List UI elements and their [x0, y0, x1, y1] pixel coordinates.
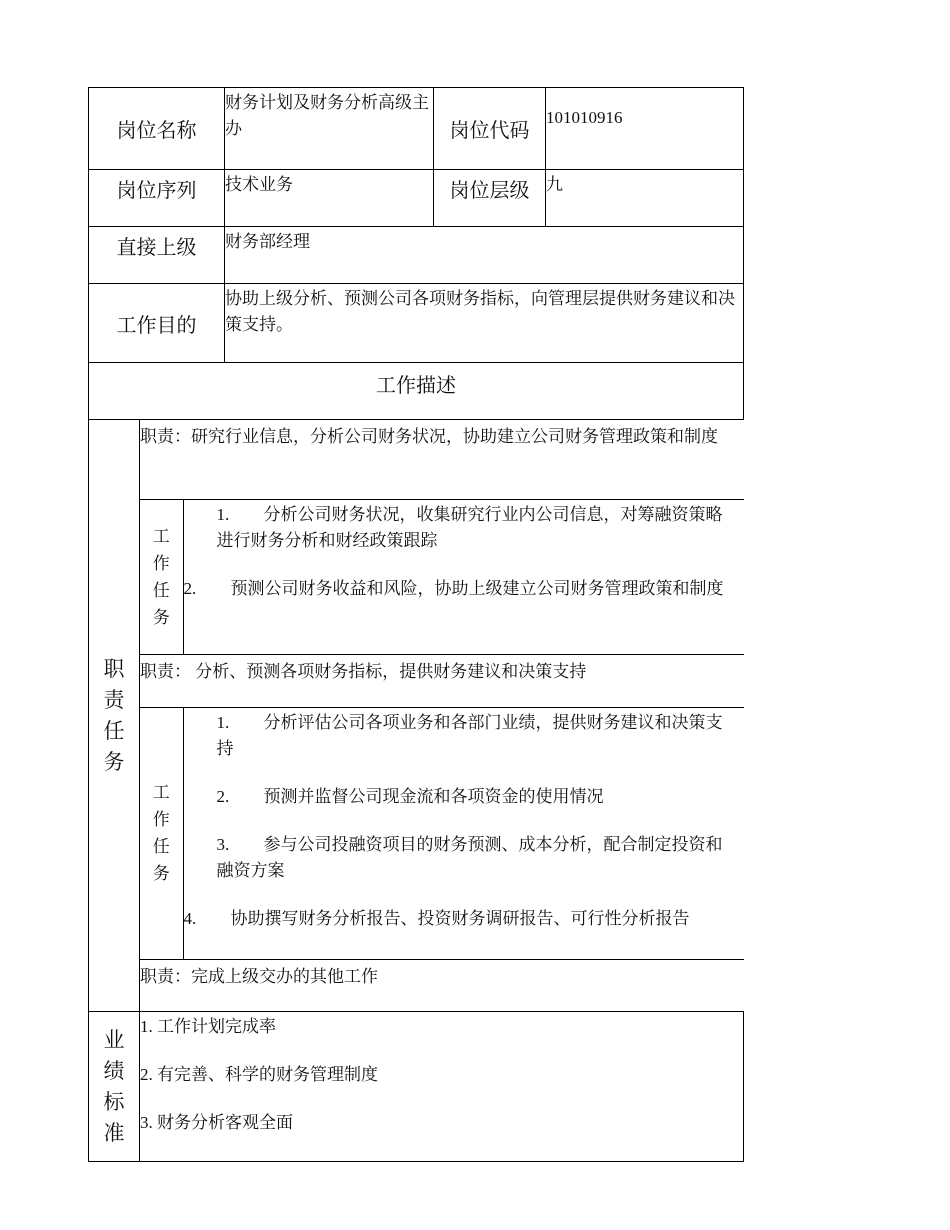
position-name-value: 财务计划及财务分析高级主办: [225, 88, 434, 170]
duty-1-task-1: 1. 分析公司财务状况，收集研究行业内公司信息，对筹融资策略进行财务分析和财经政策跟踪: [216, 504, 723, 550]
duties-label: 职 责 任 务: [89, 420, 140, 1012]
duty-1-task-label: 工 作 任 务: [140, 499, 183, 654]
performance-item-3: 3. 财务分析客观全面: [140, 1113, 293, 1132]
position-code-label: 岗位代码: [434, 88, 546, 170]
supervisor-value: 财务部经理: [225, 227, 744, 284]
duty-2-task-3: 3. 参与公司投融资项目的财务预测、成本分析，配合制定投资和融资方案: [216, 834, 723, 880]
performance-item-1: 1. 工作计划完成率: [140, 1017, 276, 1036]
purpose-label: 工作目的: [89, 284, 225, 363]
position-code-value: 101010916: [546, 88, 744, 170]
position-seq-value: 技术业务: [225, 170, 434, 227]
duty-2-text: 职责： 分析、预测各项财务指标，提供财务建议和决策支持: [140, 654, 744, 707]
duty-2-task-1: 1. 分析评估公司各项业务和各部门业绩，提供财务建议和决策支持: [216, 712, 723, 758]
position-level-value: 九: [546, 170, 744, 227]
duty-2-task-4: 4. 协助撰写财务分析报告、投资财务调研报告、可行性分析报告: [183, 908, 690, 928]
work-description-title: 工作描述: [89, 363, 744, 420]
job-description-sheet: [88, 87, 743, 1162]
duties-table: [140, 420, 744, 1011]
duties-container: [140, 420, 744, 1012]
supervisor-label: 直接上级: [89, 227, 225, 284]
duty-1-text: 职责：研究行业信息，分析公司财务状况，协助建立公司财务管理政策和制度: [140, 420, 744, 499]
performance-label: 业 绩 标 准: [89, 1012, 140, 1162]
duty-2-task-2: 2. 预测并监督公司现金流和各项资金的使用情况: [216, 786, 604, 806]
duty-2-task-label: 工 作 任 务: [140, 707, 183, 959]
job-description-table: [88, 87, 744, 1162]
performance-standards: [140, 1012, 744, 1162]
duty-1-tasks: [183, 499, 744, 654]
duty-1-task-2: 2. 预测公司财务收益和风险，协助上级建立公司财务管理政策和制度: [183, 578, 724, 598]
duty-3-text: 职责：完成上级交办的其他工作: [140, 959, 744, 1011]
position-seq-label: 岗位序列: [89, 170, 225, 227]
position-name-label: 岗位名称: [89, 88, 225, 170]
performance-item-2: 2. 有完善、科学的财务管理制度: [140, 1065, 378, 1084]
duty-2-tasks: [183, 707, 744, 959]
purpose-value: 协助上级分析、预测公司各项财务指标，向管理层提供财务建议和决策支持。: [225, 284, 744, 363]
position-level-label: 岗位层级: [434, 170, 546, 227]
